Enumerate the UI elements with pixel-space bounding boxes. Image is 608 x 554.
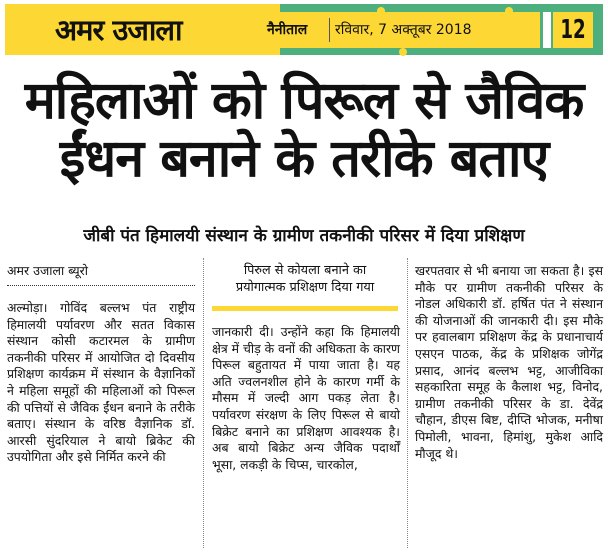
article-column-1 bbox=[7, 262, 195, 466]
headline-line-2: ईंधन बनाने के तरीके बताए bbox=[59, 129, 549, 189]
subheadline: जीबी पंत हिमालयी संस्थान के ग्रामीण तकनीकी परिसर में दिया प्रशिक्षण bbox=[83, 226, 525, 246]
masthead bbox=[5, 4, 603, 55]
pullquote-line-2: प्रयोगात्मक प्रशिक्षण दिया गया bbox=[235, 280, 375, 295]
decor-dot bbox=[399, 48, 407, 56]
page-number: 12 bbox=[560, 15, 586, 45]
pullquote-underline bbox=[212, 306, 398, 311]
article-column-3 bbox=[415, 263, 603, 462]
headline bbox=[0, 72, 608, 188]
headline-line-1: महिलाओं को पिरूल से जैविक bbox=[24, 71, 584, 131]
column-3-text: खरपतवार से भी बनाया जा सकता है। इस मौके पर ग्रामीण तकनीकी परिसर के नोडल अधिकारी डॉ. हर्षित पंत ने संस्थान की योजनाओं की जानकारी दी। इस मौके पर हवालबाग प्रशिक्षण केंद्र के प्रधानाचार्य एसएन पाठक, केंद्र के प्रशिक्षक जोगेंद्र प्रसाद, आनंद बल्लभ भट्ट, आजीविका सहकारिता समूह के कैलाश भट्ट, विनोद, ग्रामीण तकनीकी परिसर के डा. देवेंद्र चौहान, डीएस बिष्ट, दीप्ति भोजक, मनीषा पिमोली, भावना, हिमांशु, मुकेश आदि मौजूद थे। bbox=[415, 263, 603, 461]
column-divider bbox=[407, 258, 408, 548]
masthead-separator bbox=[329, 18, 330, 42]
edition-name: नैनीताल bbox=[267, 22, 308, 38]
pullquote-line-1: पिरुल से कोयला बनाने का bbox=[243, 263, 367, 278]
pullquote bbox=[208, 262, 402, 311]
column-2-text: जानकारी दी। उन्होंने कहा कि हिमालयी क्षेत्र में चीड़ के वनों की अधिकता के कारण पिरूल बहुतायत में पाया जाता है। यह अति ज्वलनशील होने के कारण गर्मी के मौसम में जल्दी आग पकड़ लेता है। पर्यावरण संरक्षण के लिए पिरूल से बायो बिक्रेट बनाने का प्रशिक्षण आवश्यक है। अब बायो बिक्रेट अन्य जैविक पदार्थों भूसा, लकड़ी के चिप्स, चारकोल, bbox=[212, 324, 400, 472]
article-column-2 bbox=[212, 324, 400, 473]
masthead-divider bbox=[543, 12, 551, 48]
byline: अमर उजाला ब्यूरो bbox=[7, 262, 195, 286]
decor-dot bbox=[505, 7, 513, 15]
issue-date: रविवार, 7 अक्तूबर 2018 bbox=[335, 22, 472, 38]
column-1-text: अल्मोड़ा। गोविंद बल्लभ पंत राष्ट्रीय हिमालयी पर्यावरण और सतत विकास संस्थान कोसी कटारमल के ग्रामीण तकनीकी परिसर में आयोजित दो दिवसीय प्रशिक्षण कार्यक्रम में संस्थान के वैज्ञानिकों ने महिला समूहों की महिलाओं को पिरूल की पत्तियों से जैविक ईंधन बनाने के तरीके बताए। संस्थान के वरिष्ठ वैज्ञानिक डॉ. आरसी सुंदरियाल ने बायो ब्रिकेट की उपयोगिता और इसे निर्मित करने की bbox=[7, 300, 195, 465]
column-divider bbox=[203, 258, 204, 548]
newspaper-logo: अमर उजाला bbox=[55, 13, 182, 47]
